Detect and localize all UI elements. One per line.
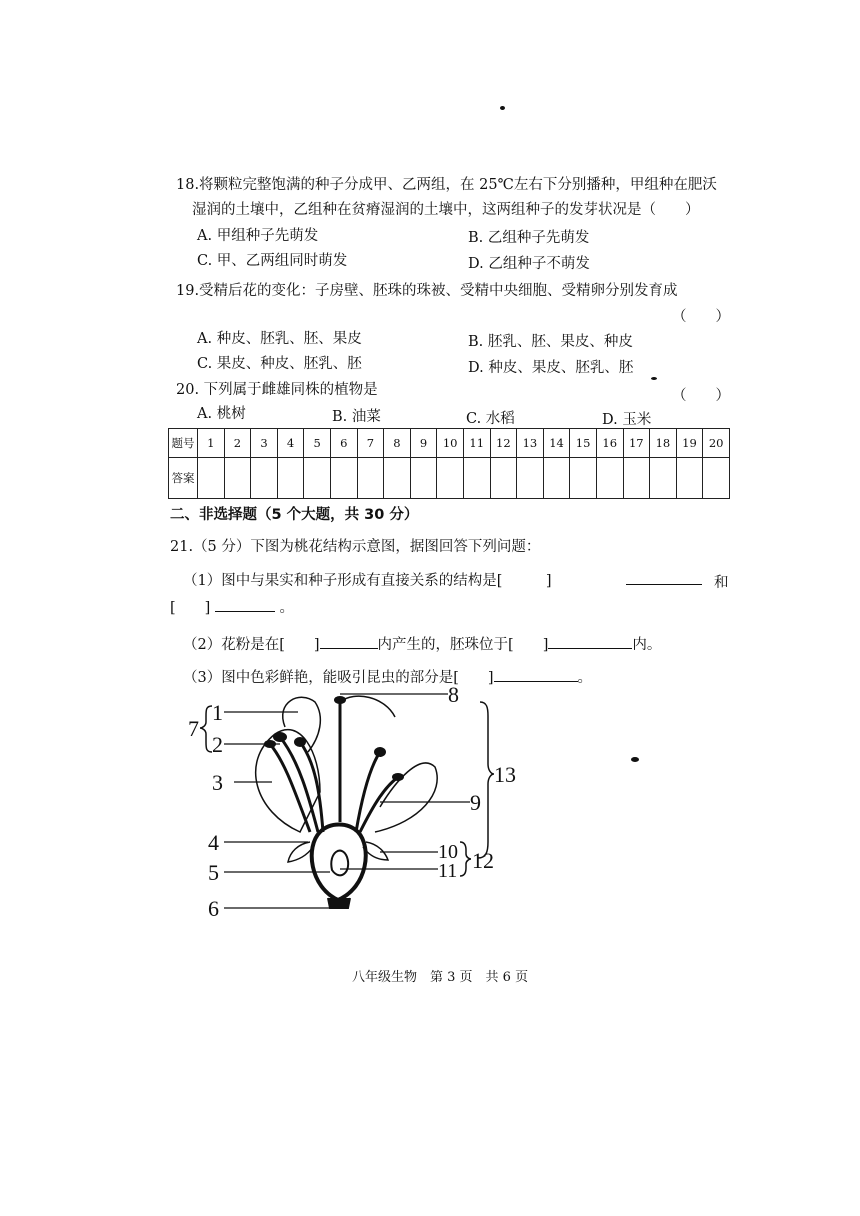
q18-option-d: D. 乙组种子不萌发: [468, 256, 590, 272]
diagram-label-3: 3: [212, 770, 223, 795]
q21-part3-end: 。: [577, 670, 593, 686]
brace-7: [200, 706, 212, 752]
answer-cell[interactable]: [198, 458, 225, 499]
diagram-label-2: 2: [212, 732, 223, 757]
q21-part1-bracket2: [ ]: [170, 600, 211, 616]
answer-number-16: 16: [596, 429, 623, 458]
answer-number-15: 15: [570, 429, 597, 458]
brace-12: [460, 842, 471, 876]
q19-line1: 19.受精后花的变化：子房壁、胚珠的珠被、受精中央细胞、受精卵分别发育成: [176, 283, 678, 299]
answer-cell[interactable]: [251, 458, 278, 499]
answer-cell[interactable]: [650, 458, 677, 499]
q19-option-c: C. 果皮、种皮、胚乳、胚: [197, 356, 362, 372]
diagram-label-13: 13: [494, 762, 516, 787]
q20-option-a: A. 桃树: [197, 406, 246, 422]
q20-option-b: B. 油菜: [332, 409, 381, 425]
q19-option-a: A. 种皮、胚乳、胚、果皮: [197, 331, 362, 347]
answer-number-20: 20: [703, 429, 730, 458]
diagram-label-12: 12: [472, 848, 494, 873]
q21-part1-text: （1）图中与果实和种子形成有直接关系的结构是[ ]: [183, 573, 552, 589]
answer-cell[interactable]: [330, 458, 357, 499]
anther: [273, 732, 287, 742]
q20-option-c: C. 水稻: [466, 411, 515, 427]
diagram-label-7: 7: [188, 716, 199, 741]
answer-number-17: 17: [623, 429, 650, 458]
diagram-label-8: 8: [448, 682, 459, 707]
answer-number-19: 19: [676, 429, 703, 458]
petal-right: [375, 763, 437, 832]
answer-number-10: 10: [437, 429, 464, 458]
scan-speck: [631, 757, 639, 762]
ovary: [312, 825, 366, 901]
q20-answer-paren: （ ）: [672, 388, 730, 404]
answer-cell[interactable]: [490, 458, 517, 499]
q20-option-d: D. 玉米: [602, 412, 652, 428]
answer-cell[interactable]: [676, 458, 703, 499]
answer-number-11: 11: [463, 429, 490, 458]
answer-number-2: 2: [224, 429, 251, 458]
answer-number-12: 12: [490, 429, 517, 458]
answer-number-14: 14: [543, 429, 570, 458]
q21-part1-blank1[interactable]: [626, 584, 702, 585]
answer-number-18: 18: [650, 429, 677, 458]
q21-part2-blank2[interactable]: [548, 648, 632, 649]
answer-number-7: 7: [357, 429, 384, 458]
q18-line2: 湿润的土壤中，乙组种在贫瘠湿润的土壤中，这两组种子的发芽状况是（ ）: [192, 202, 700, 218]
diagram-label-9: 9: [470, 790, 481, 815]
section-title: 二、非选择题（5 个大题，共 30 分）: [170, 507, 419, 523]
peach-flower-diagram: [180, 682, 540, 922]
diagram-label-5: 5: [208, 860, 219, 885]
petal-right-upper: [340, 696, 395, 717]
answer-number-5: 5: [304, 429, 331, 458]
diagram-label-11: 11: [438, 860, 458, 882]
diagram-label-4: 4: [208, 830, 219, 855]
answer-number-3: 3: [251, 429, 278, 458]
answer-number-9: 9: [410, 429, 437, 458]
diagram-label-1: 1: [212, 700, 223, 725]
answer-cell[interactable]: [703, 458, 730, 499]
answer-cell[interactable]: [304, 458, 331, 499]
answer-cell[interactable]: [277, 458, 304, 499]
scan-speck: [651, 377, 657, 380]
q18-option-a: A. 甲组种子先萌发: [197, 228, 319, 244]
answer-table-number-row: [169, 429, 730, 458]
q20-line1: 20. 下列属于雌雄同株的植物是: [176, 382, 378, 398]
anther: [294, 737, 306, 747]
q18-line1: 18.将颗粒完整饱满的种子分成甲、乙两组，在 25℃左右下分别播种，甲组种在肥沃: [176, 177, 717, 193]
answer-cell[interactable]: [410, 458, 437, 499]
q21-part2-text-b: 内产生的，胚珠位于[ ]: [377, 637, 549, 653]
answer-number-4: 4: [277, 429, 304, 458]
answer-cell[interactable]: [623, 458, 650, 499]
brace-13: [478, 702, 494, 858]
answer-cell[interactable]: [463, 458, 490, 499]
answer-cell[interactable]: [224, 458, 251, 499]
answer-number-6: 6: [330, 429, 357, 458]
q19-option-b: B. 胚乳、胚、果皮、种皮: [468, 334, 633, 350]
answer-table-header-answer: 答案: [169, 458, 198, 499]
answer-cell[interactable]: [384, 458, 411, 499]
q21-part1-line2: [170, 596, 294, 617]
q21-part1-and: 和: [714, 575, 729, 591]
answer-table-answer-row: [169, 458, 730, 499]
answer-number-1: 1: [198, 429, 225, 458]
answer-cell[interactable]: [357, 458, 384, 499]
q18-option-b: B. 乙组种子先萌发: [468, 230, 590, 246]
answer-cell[interactable]: [543, 458, 570, 499]
q21-part2: [183, 633, 661, 654]
answer-cell[interactable]: [596, 458, 623, 499]
stigma: [334, 696, 346, 704]
q21-part1-line1: [183, 569, 552, 590]
answer-number-8: 8: [384, 429, 411, 458]
q21-part3-text: （3）图中色彩鲜艳，能吸引昆虫的部分是[ ]: [183, 670, 494, 686]
anther: [392, 773, 404, 781]
sepal-left: [288, 842, 313, 862]
scan-speck: [500, 106, 505, 110]
diagram-label-10: 10: [438, 841, 458, 863]
answer-number-13: 13: [517, 429, 544, 458]
q19-answer-paren: （ ）: [672, 309, 730, 325]
answer-table-header-number: 题号: [169, 429, 198, 458]
diagram-label-6: 6: [208, 896, 219, 921]
ovule: [331, 851, 348, 876]
page-footer: 八年级生物 第 3 页 共 6 页: [352, 970, 529, 985]
q21-part2-end: 内。: [632, 637, 662, 653]
receptacle: [328, 898, 350, 908]
q18-option-c: C. 甲、乙两组同时萌发: [197, 253, 348, 269]
anther: [374, 747, 386, 757]
q21-stem: 21.（5 分）下图为桃花结构示意图，据图回答下列问题：: [170, 539, 541, 555]
q19-option-d: D. 种皮、果皮、胚乳、胚: [468, 360, 634, 376]
q21-part1-blank2[interactable]: [215, 611, 275, 612]
q21-part2-blank1[interactable]: [320, 648, 378, 649]
q21-part2-text-a: （2）花粉是在[ ]: [183, 637, 320, 653]
answer-cell[interactable]: [570, 458, 597, 499]
answer-cell[interactable]: [437, 458, 464, 499]
answer-table: [168, 428, 730, 499]
answer-cell[interactable]: [517, 458, 544, 499]
q21-part1-end: 。: [279, 600, 295, 616]
stamen-filament: [356, 752, 380, 832]
